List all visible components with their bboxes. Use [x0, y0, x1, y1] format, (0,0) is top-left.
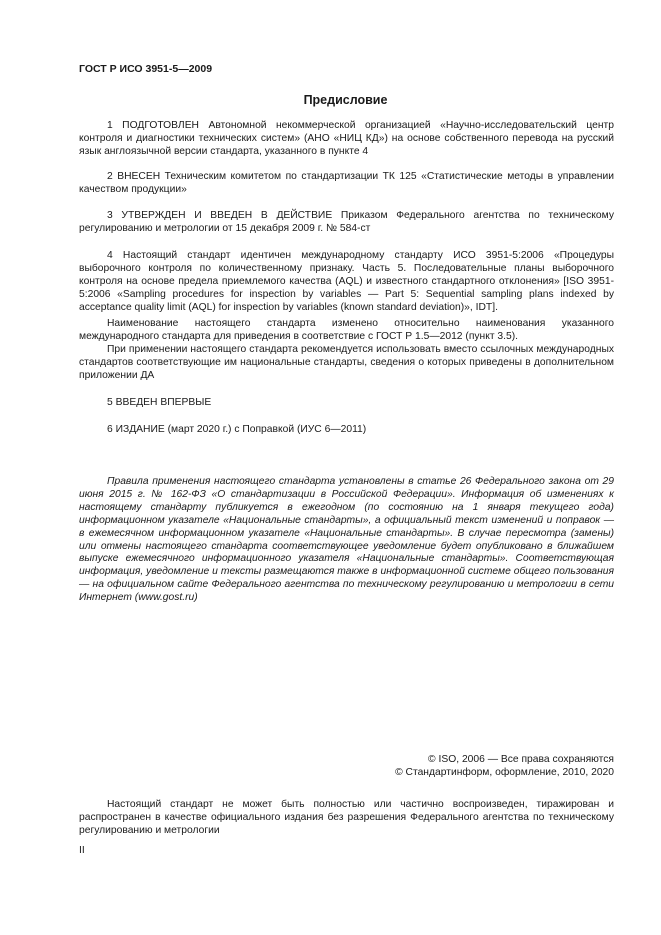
copyright-standartinform: © Стандартинформ, оформление, 2010, 2020: [395, 767, 614, 778]
copyright-iso: © ISO, 2006 — Все права сохраняются: [428, 754, 614, 765]
page-number: II: [79, 845, 85, 856]
preface-item-6: 6 ИЗДАНИЕ (март 2020 г.) с Поправкой (ИУС 6—2011): [107, 424, 367, 435]
reproduction-notice: Настоящий стандарт не может быть полностью или частично воспроизведен, тиражирован и распространен в качестве официального издания без разрешения Федерального агентства по техническому регулированию и метрологии: [79, 799, 614, 836]
preface-item-2: 2 ВНЕСЕН Техническим комитетом по стандартизации ТК 125 «Статистические методы в управлении качеством продукции»: [79, 171, 614, 195]
standard-application-notice: Правила применения настоящего стандарта установлены в статье 26 Федерального закона от 29 июня 2015 г. № 162-ФЗ «О стандартизации в Российской Федерации». Информация об изменениях к настоящему стандарту публикуется в ежегодном (по состоянию на 1 января текущего года) информационном указателе «Национальные стандарты», а официальный текст изменений и поправок — в ежемесячном информационном указателе «Национальные стандарты». В случае пересмотра (замены) или отмены настоящего стандарта соответствующее уведомление будет опубликовано в ближайшем выпуске ежемесячного информационного указателя «Национальные стандарты». Соответствующая информация, уведомление и тексты размещаются также в информационной системе общего пользования — на официальном сайте Федерального агентства по техническому регулированию и метрологии в сети Интернет (www.gost.ru): [79, 476, 614, 604]
document-code: ГОСТ Р ИСО 3951-5—2009: [79, 63, 213, 75]
preface-item-4: 4 Настоящий стандарт идентичен международному стандарту ИСО 3951-5:2006 «Процедуры выборочного контроля по количественному признаку. Часть 5. Последовательные планы выборочного контроля на основе предела приемлемого качества (AQL) и известного стандартного отклонения» [ISO 3951-5:2006 «Sampling procedures for inspection by variables — Part 5: Sequential sampling plans indexed by acceptance quality limit (AQL) for inspection by variables (known standard deviation)», IDT].: [79, 250, 614, 313]
preface-item-4-references: При применении настоящего стандарта рекомендуется использовать вместо ссылочных международных стандартов соответствующие им национальные стандарты, сведения о которых приведены в дополнительном приложении ДА: [79, 344, 614, 381]
preface-item-4-name-change: Наименование настоящего стандарта изменено относительно наименования указанного международного стандарта для приведения в соответствие с ГОСТ Р 1.5—2012 (пункт 3.5).: [79, 318, 614, 342]
preface-item-3: 3 УТВЕРЖДЕН И ВВЕДЕН В ДЕЙСТВИЕ Приказом Федерального агентства по техническому регулированию и метрологии от 15 декабря 2009 г. № 584-ст: [79, 210, 614, 234]
preface-item-1: 1 ПОДГОТОВЛЕН Автономной некоммерческой организацией «Научно-исследовательский центр контроля и диагностики технических систем» (АНО «НИЦ КД») на основе собственного перевода на русский язык англоязычной версии стандарта, указанного в пункте 4: [79, 120, 614, 157]
preface-item-5: 5 ВВЕДЕН ВПЕРВЫЕ: [107, 397, 212, 408]
preface-title: Предисловие: [303, 93, 388, 107]
